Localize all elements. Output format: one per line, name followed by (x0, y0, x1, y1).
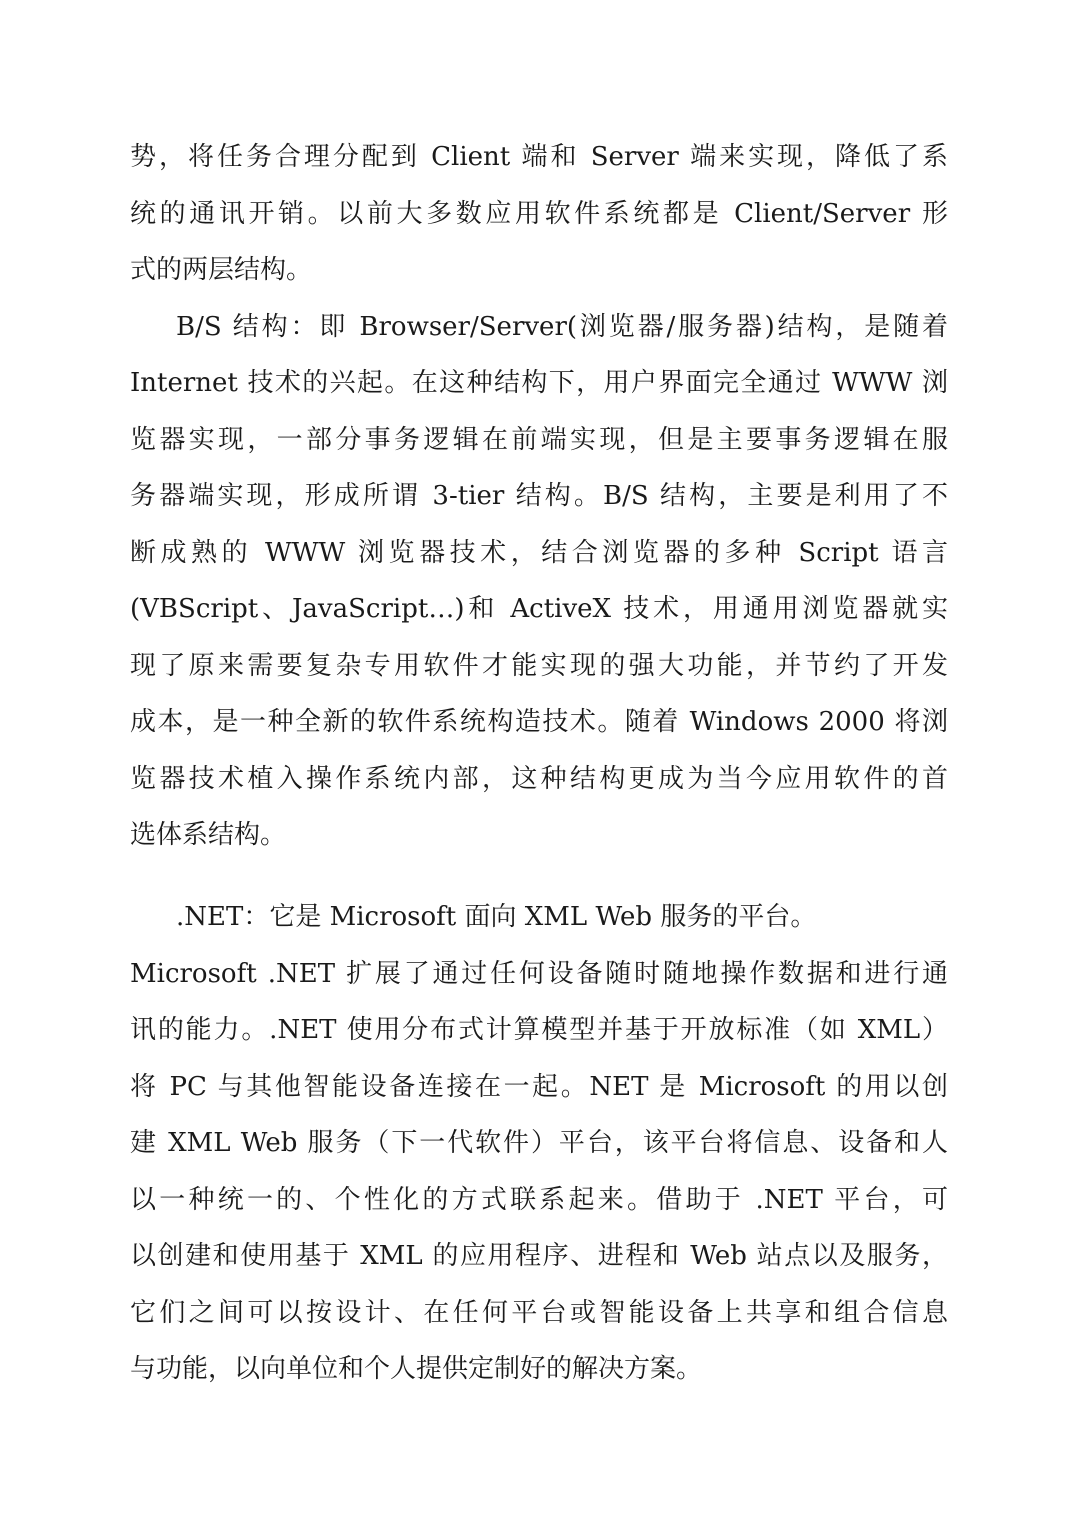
paragraph-3-line-1: .NET：它是 Microsoft 面向 XML Web 服务的平台。 (176, 902, 817, 932)
paragraph-2-line-9: 览器技术植入操作系统内部，这种结构更成为当今应用软件的首 (130, 764, 948, 794)
paragraph-2-line-7: 现了原来需要复杂专用软件才能实现的强大功能，并节约了开发 (130, 651, 948, 681)
paragraph-2-line-10: 选体系结构。 (130, 820, 287, 850)
paragraph-3-line-5: 建 XML Web 服务（下一代软件）平台，该平台将信息、设备和人 (130, 1128, 948, 1158)
paragraph-1-line-3: 式的两层结构。 (130, 255, 313, 285)
paragraph-3-line-7: 以创建和使用基于 XML 的应用程序、进程和 Web 站点以及服务， (130, 1241, 948, 1271)
paragraph-3-line-3: 讯的能力。.NET 使用分布式计算模型并基于开放标准（如 XML） (130, 1015, 948, 1045)
paragraph-2-line-2: Internet 技术的兴起。在这种结构下，用户界面完全通过 WWW 浏 (130, 368, 948, 398)
paragraph-1-line-1: 势，将任务合理分配到 Client 端和 Server 端来实现，降低了系 (130, 142, 948, 172)
paragraph-3-line-8: 它们之间可以按设计、在任何平台或智能设备上共享和组合信息 (130, 1298, 948, 1328)
paragraph-2-line-5: 断成熟的 WWW 浏览器技术，结合浏览器的多种 Script 语言 (130, 538, 948, 568)
paragraph-2-line-3: 览器实现，一部分事务逻辑在前端实现，但是主要事务逻辑在服 (130, 425, 948, 455)
paragraph-3-line-9: 与功能，以向单位和个人提供定制好的解决方案。 (130, 1354, 703, 1384)
paragraph-2-line-4: 务器端实现，形成所谓 3-tier 结构。B/S 结构，主要是利用了不 (130, 481, 948, 511)
paragraph-3-line-2: Microsoft .NET 扩展了通过任何设备随时随地操作数据和进行通 (130, 959, 948, 989)
paragraph-3-line-4: 将 PC 与其他智能设备连接在一起。NET 是 Microsoft 的用以创 (130, 1072, 948, 1102)
paragraph-2-line-8: 成本，是一种全新的软件系统构造技术。随着 Windows 2000 将浏 (130, 707, 948, 737)
paragraph-1-line-2: 统的通讯开销。以前大多数应用软件系统都是 Client/Server 形 (130, 199, 948, 229)
paragraph-2-line-6: (VBScript、JavaScript…)和 ActiveX 技术，用通用浏览器就实 (130, 594, 948, 624)
paragraph-2-line-1: B/S 结构：即 Browser/Server(浏览器/服务器)结构，是随着 (176, 312, 948, 342)
paragraph-3-line-6: 以一种统一的、个性化的方式联系起来。借助于 .NET 平台，可 (130, 1185, 948, 1215)
